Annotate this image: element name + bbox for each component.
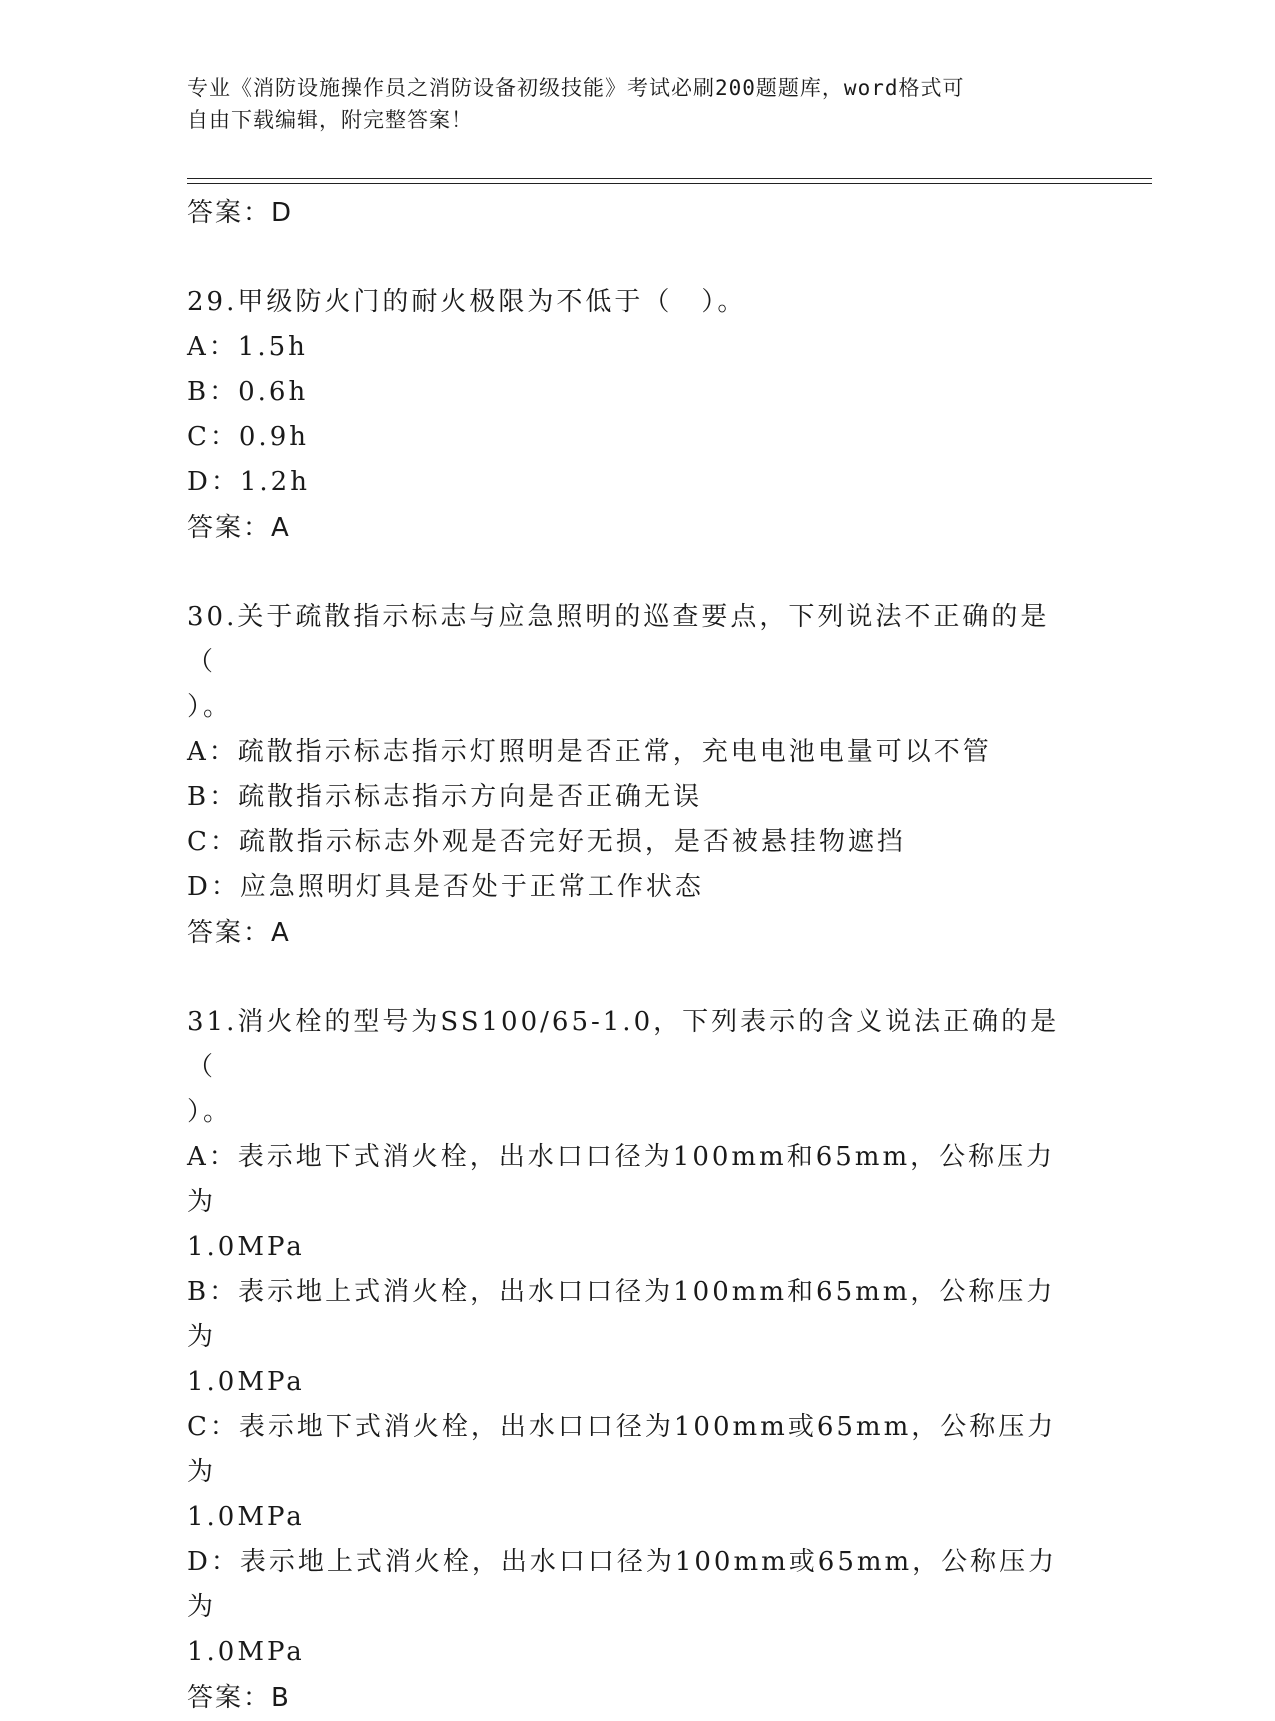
header-rule-bottom (187, 183, 1152, 184)
answer-line: 答案：A (187, 513, 291, 543)
question-list (187, 190, 1077, 1721)
question-block (187, 595, 1077, 956)
option-c: C：表示地下式消火栓，出水口口径为100mm或65mm，公称压力为 (187, 1412, 1057, 1487)
option-b: B：表示地上式消火栓，出水口口径为100mm和65mm，公称压力为 (187, 1277, 1056, 1352)
answer-line: 答案：D (187, 198, 294, 228)
option-b-continued: 1.0MPa (187, 1367, 305, 1397)
header-line-2: 自由下载编辑，附完整答案！ (187, 108, 473, 132)
spacer (187, 236, 1077, 280)
question-stem: 30.关于疏散指示标志与应急照明的巡查要点，下列说法不正确的是（ (187, 602, 1050, 677)
header-rule-top (187, 178, 1152, 179)
question-block (187, 280, 1077, 551)
question-stem-continued: ）。 (187, 1097, 233, 1127)
answer-line: 答案：A (187, 918, 291, 948)
question-stem: 29.甲级防火门的耐火极限为不低于（ ）。 (187, 287, 747, 317)
answer-line: 答案：B (187, 1683, 291, 1713)
option-d: D：1.2h (187, 467, 310, 497)
document-header (187, 72, 1067, 136)
option-c: C：疏散指示标志外观是否完好无损，是否被悬挂物遮挡 (187, 827, 906, 857)
option-a: A：1.5h (187, 332, 308, 362)
option-d-continued: 1.0MPa (187, 1637, 305, 1667)
option-b: B：疏散指示标志指示方向是否正确无误 (187, 782, 703, 812)
question-stem-continued: ）。 (187, 692, 233, 722)
option-c-continued: 1.0MPa (187, 1502, 305, 1532)
option-b: B：0.6h (187, 377, 309, 407)
question-stem: 31.消火栓的型号为SS100/65-1.0，下列表示的含义说法正确的是（ (187, 1007, 1060, 1082)
question-block (187, 1000, 1077, 1721)
option-a: A：表示地下式消火栓，出水口口径为100mm和65mm，公称压力为 (187, 1142, 1056, 1217)
spacer (187, 551, 1077, 595)
option-a: A：疏散指示标志指示灯照明是否正常，充电电池电量可以不管 (187, 737, 992, 767)
header-line-1: 专业《消防设施操作员之消防设备初级技能》考试必刷200题题库，word格式可 (187, 76, 965, 100)
spacer (187, 956, 1077, 1000)
option-d: D：应急照明灯具是否处于正常工作状态 (187, 872, 704, 902)
option-c: C：0.9h (187, 422, 309, 452)
option-d: D：表示地上式消火栓，出水口口径为100mm或65mm，公称压力为 (187, 1547, 1058, 1622)
option-a-continued: 1.0MPa (187, 1232, 305, 1262)
